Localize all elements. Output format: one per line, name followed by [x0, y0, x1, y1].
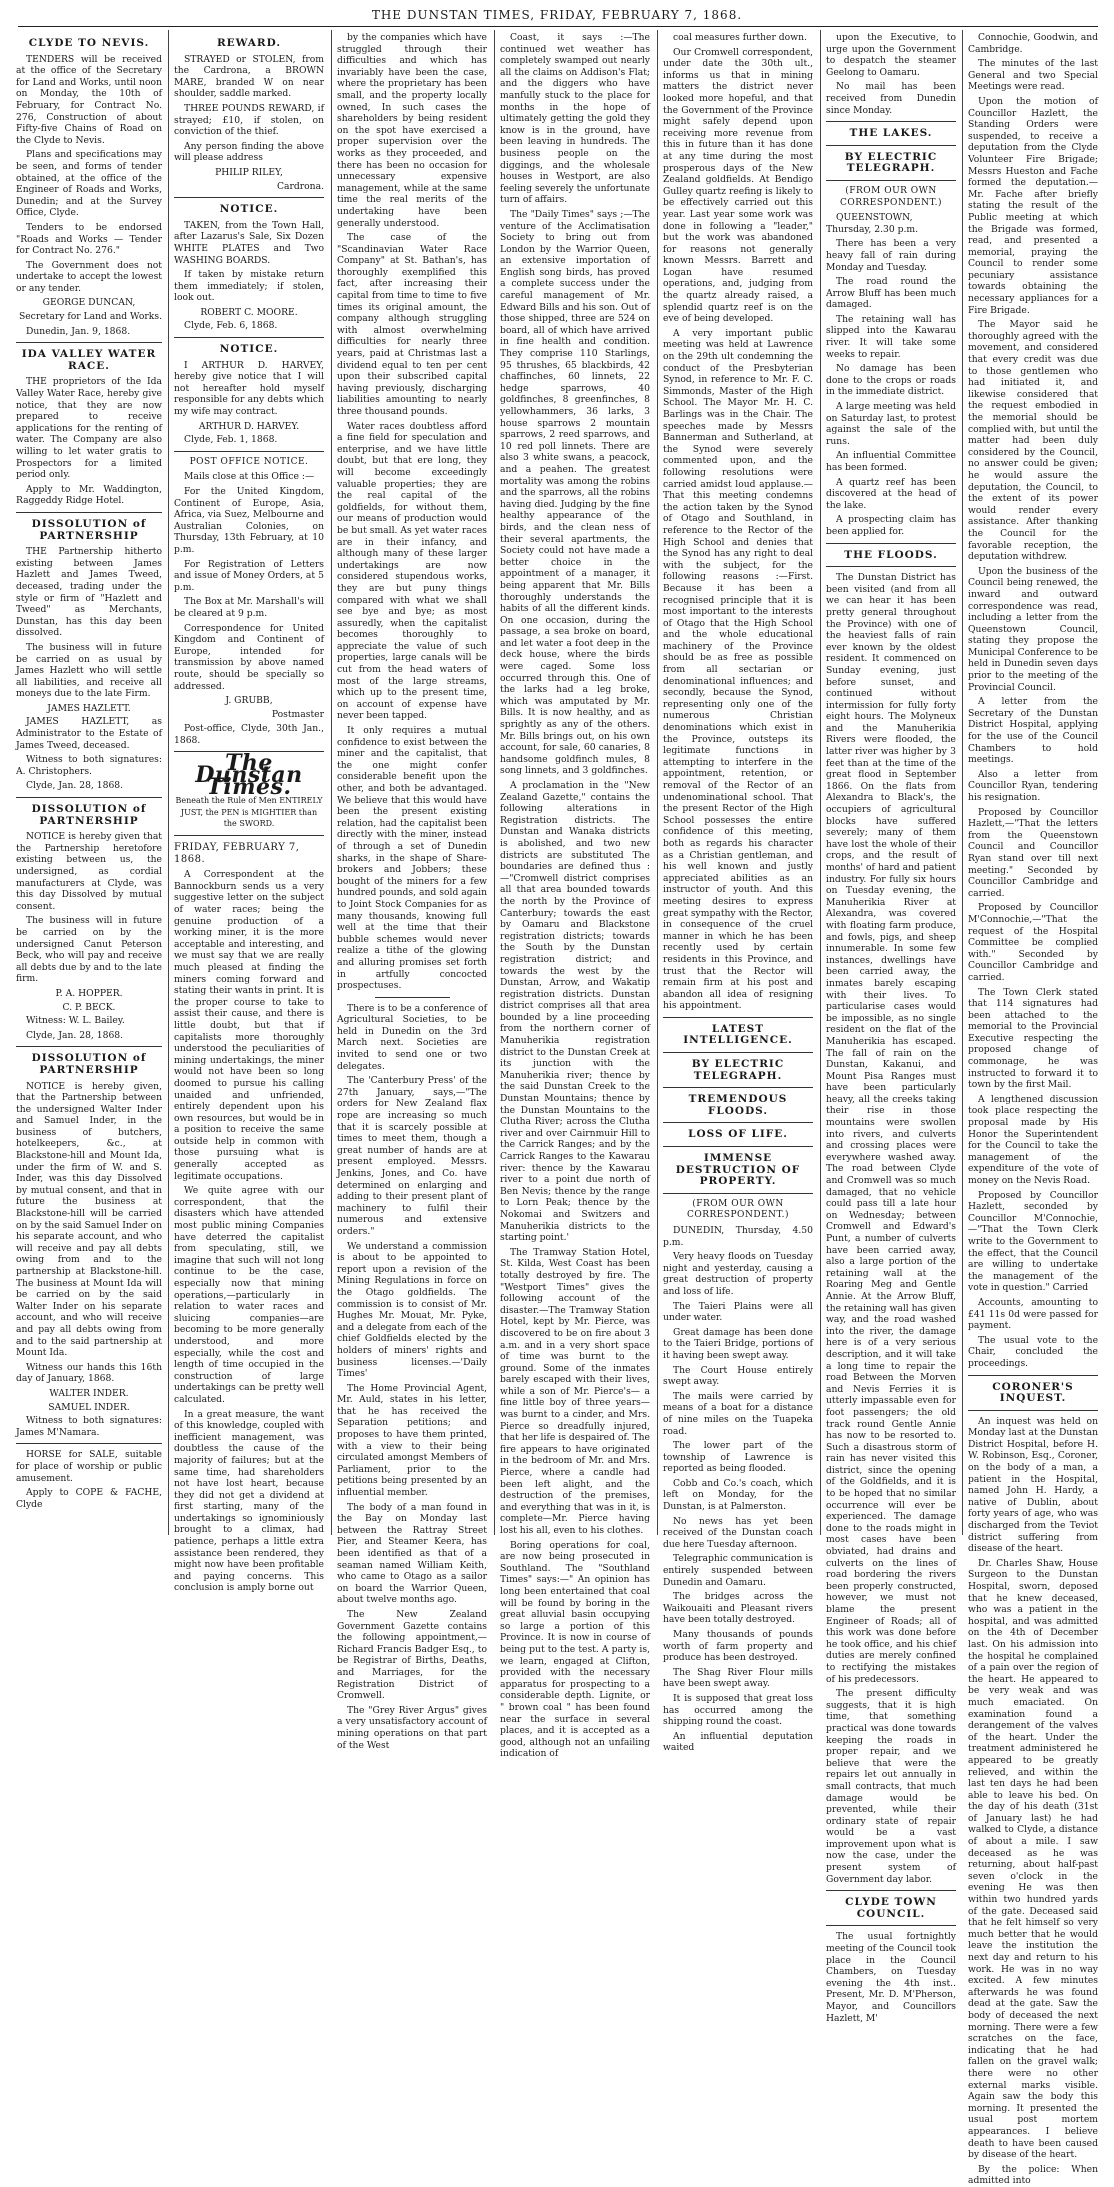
- divider: [663, 1193, 813, 1194]
- divider: [968, 1410, 1098, 1411]
- paragraph: An inquest was held on Monday last at the Dunstan District Hospital, before H. W. Robinson, Esq., Coroner, on the body of a man, a patient in the Hospital, named John H. Hardy, a native of Dublin, about forty years of age, who was discharged from the Teviot district suffering from disease of the heart.: [968, 1415, 1098, 1555]
- header-rule: [18, 26, 1098, 27]
- divider: [174, 337, 324, 338]
- paragraph: Telegraphic communication is entirely suspended between Dunedin and Oamaru.: [663, 1553, 813, 1588]
- paragraph: A proclamation in the "New Zealand Gazette," contains the following alterations in Registration districts. The Dunstan and Wanaka districts is abolished, and two new districts are substituted The boundaries are defined thus :—"Cromwell district comprises all that area bounded towards the north by the Province of Canterbury; towards the east by Oamaru and Blackstone registration districts; towards the South by the Dunstan registration district; and towards the west by the Dunstan, Arrow, and Wakatip registration districts. Dunstan district comprises all that area bounded by a line proceeding from the northern corner of Manuherikia registration district to the Dunstan Creek at its junction with the Manuherikia river; thence by the said Dunstan Creek to the Dunstan Mountains; thence by the Dunstan Mountains to the Clutha River; across the Clutha river and over Cairnmuir Hill to the Carrick Ranges; and by the Carrick Ranges to the Kawarau river: thence by the Kawarau river to a point due north of Ben Nevis; thence by the range to Lorn Peak; thence by the Nokomai and Switzers and Manuherikia districts to the starting point.': [500, 780, 650, 1244]
- divider: [826, 1925, 956, 1926]
- paragraph: Post-office, Clyde, 30th Jan., 1868.: [174, 723, 324, 746]
- signature: WALTER INDER.: [49, 1387, 129, 1399]
- section-heading: BY ELECTRIC TELEGRAPH.: [844, 150, 938, 175]
- divider: [826, 566, 956, 567]
- paragraph: The Government does not undertake to accept the lowest or any tender.: [16, 259, 162, 294]
- section-heading: DISSOLUTION of PARTNERSHIP: [31, 517, 147, 542]
- paragraph: STRAYED or STOLEN, from the Cardrona, a BROWN MARE, branded W on near shoulder, saddle marked.: [174, 53, 324, 100]
- paragraph: The Court House entirely swept away.: [663, 1364, 813, 1388]
- paragraph: For Registration of Letters and issue of Money Orders, at 5 p.m.: [174, 558, 324, 593]
- signature: GEORGE DUNCAN,: [42, 297, 136, 309]
- divider: [174, 451, 324, 452]
- paragraph: A lengthened discussion took place respecting the proposal made by His Honor the Superintendent for the Council to take the management of the expenditure of the vote of money on the Nevis Road.: [968, 1093, 1098, 1186]
- divider: [826, 121, 956, 122]
- column-rule: [494, 30, 495, 1535]
- column-rule: [168, 30, 169, 1535]
- section-heading: DISSOLUTION of PARTNERSHIP: [31, 803, 147, 827]
- paragraph: Upon the motion of Councillor Hazlett, the Standing Orders were suspended, to receive a deputation from the Clyde Volunteer Fire Brigade; Messrs Hueston and Fache formed the deputation.—Mr. Fache after briefly stating the result of the Public meeting at which the Brigade was formed, read, and presented a memorial, praying the Council to render some pecuniary assistance towards obtaining the necessary appliances for a Fire Brigade.: [968, 95, 1098, 316]
- paragraph: The Mayor said he thoroughly agreed with the movement, and considered that every credit was due to those gentlemen who had initiated it, and likewise considered that the request embodied in the memorial should be complied with, but until the matter had been duly considered by the Council, no answer could be given; he would assure the deputation, the Council, to the extent of its power would render every assistance. After thanking the Council for the favorable reception, the deputation withdrew.: [968, 319, 1098, 563]
- paragraph: TENDERS will be received at the office of the Secretary for Land and Works, until noon on Monday, the 10th of February, for Contract No. 276, Construction of about Fifty-five Chains of Road on the Clyde to Nevis.: [16, 53, 162, 146]
- paragraph: The 'Canterbury Press' of the 27th January, says,—"The orders for New Zealand flax rope are increasing so much that it is scarcely possible at times to meet them, though a great number of hands are at present employed. Messrs. Jenkins, Jones, and Co. have determined on enlarging and adding to their present plant of machinery to fulfil their numerous and extensive orders.": [337, 1075, 487, 1237]
- paragraph: Very heavy floods on Tuesday night and yesterday, causing a great destruction of property and loss of life.: [663, 1251, 813, 1297]
- paragraph: A prospecting claim has been applied for.: [826, 514, 956, 537]
- section-heading: REWARD.: [216, 37, 282, 49]
- paragraph: The case of the "Scandinavian Water Race Company" at St. Bathan's, has thoroughly exemplified this fact, after increasing their capital from time to time to five times its original amount, the company although struggling with almost overwhelming difficulties for nearly three years, paid at Christmas last a dividend equal to ten per cent upon their subscribed capital having previously, discharging liabilities amounting to nearly three thousand pounds.: [337, 232, 487, 417]
- paragraph: No news has yet been received of the Dunstan coach due here Tuesday afternoon.: [663, 1515, 813, 1550]
- paragraph: In a great measure, the want of this knowledge, coupled with inefficient management, was doubtless the cause of the majority of failures; but at the same time, had shareholders not have lost heart, because they did not get a dividend at first starting, many of the undertakings so ignominiously brought to a climax, had patience, perhaps a little extra assistance been rendered, they might now have been profitable and paying concerns. This conclusion is amply borne out: [174, 1408, 324, 1594]
- signature: SAMUEL INDER.: [48, 1401, 130, 1413]
- paragraph: Upon the business of the Council being renewed, the inward and outward correspondence was read, including a letter from the Queenstown Council, stating they propose the Municipal Conference to be held in Dunedin seven days prior to the meeting of the Provincial Council.: [968, 565, 1098, 693]
- paragraph: The business will in future be carried on as usual by James Hazlett who will settle all liabilities, and receive all moneys due to the late Firm.: [16, 641, 162, 700]
- paragraph: We understand a commission is about to be appointed to report upon a revision of the Mining Regulations in force on the Otago goldfields. The commission is to consist of Mr. Hughes Mr. Mouat, Mr. Pyke, and a delegate from each of the chief Goldfields elected by the holders of miners' rights and business licenses.—'Daily Times': [337, 1240, 487, 1380]
- column-rule: [657, 30, 658, 1535]
- divider: [663, 1052, 813, 1053]
- paragraph: The lower part of the township of Lawrence is reported as being flooded.: [663, 1440, 813, 1475]
- paragraph: Apply to Mr. Waddington, Raggeddy Ridge Hotel.: [16, 483, 162, 507]
- divider: [16, 1443, 162, 1444]
- paragraph: A quartz reef has been discovered at the head of the lake.: [826, 476, 956, 511]
- column-rule: [331, 30, 332, 1535]
- paragraph: THREE POUNDS REWARD, if strayed; £10, if stolen, on conviction of the thief.: [174, 102, 324, 138]
- divider: [16, 512, 162, 513]
- paragraph: THE proprietors of the Ida Valley Water Race, hereby give notice, that they are now prepared to receive applications for the renting of water. The Company are also willing to let water gratis to Prospectors for a limited period only.: [16, 376, 162, 481]
- column-1: [16, 32, 162, 1532]
- signature-title: Cardrona.: [276, 180, 324, 192]
- paragraph: Witness: W. L. Bailey.: [26, 1015, 125, 1027]
- paragraph: Coast, it says :—The continued wet weather has completely swamped out nearly all the claims on Addison's Flat; and the diggers who have manfully stuck to the place for months in the hope of ultimately getting the gold they know is in the ground, have been leaving in hundreds. The business people on the diggings, and the wholesale houses in Westport, are also feeling severely the unfortunate turn of affairs.: [500, 32, 650, 206]
- column-4: [500, 32, 651, 1760]
- divider: [826, 145, 956, 146]
- signature: C. P. BECK.: [62, 1001, 116, 1013]
- section-heading: NOTICE.: [219, 343, 279, 356]
- section-heading: TREMENDOUS FLOODS.: [688, 1093, 788, 1117]
- section-heading: THE LAKES.: [849, 127, 933, 140]
- section-heading: THE FLOODS.: [844, 548, 938, 561]
- subheading: (FROM OUR OWN CORRESPONDENT.): [839, 185, 943, 208]
- column-5: [663, 32, 813, 1754]
- paragraph: The Home Provincial Agent, Mr. Auld, states in his letter, that he has received the Separation petitions; and proposes to have them printed, with a view to their being circulated amongst Members of Parliament, prior to the petitions being presented by an influential member.: [337, 1382, 487, 1499]
- paragraph: JAMES HAZLETT, as Administrator to the Estate of James Tweed, deceased.: [16, 716, 162, 751]
- paragraph: A Correspondent at the Bannockburn sends us a very suggestive letter on the subject of water races; being the genuine production of a working miner, it is the more acceptable and interesting, and we must say that we are really much pleased at finding the miners coming forward and stating their wants in print. It is the proper course to take to assist their cause, and there is little doubt, but that if capitalists more thoroughly understood the peculiarities of mining undertakings, the miner would not have been so long doomed to pursue his calling unaided and unfriended, entirely dependent upon his own resources, but would be in a position to receive the same outside help in common with those pursuing what is generally accepted as legitimate occupations.: [174, 869, 324, 1182]
- column-rule: [962, 30, 963, 1535]
- section-heading: CLYDE TO NEVIS.: [28, 37, 150, 49]
- paragraph: HORSE for SALE, suitable for place of worship or public amusement.: [16, 1449, 162, 1484]
- divider: [16, 342, 162, 343]
- divider: [375, 997, 450, 998]
- paragraph: The "Grey River Argus" gives a very unsatisfactory account of mining operations on that part of the West: [337, 1704, 487, 1751]
- paragraph: Clyde, Feb. 1, 1868.: [184, 434, 278, 446]
- paragraph: We quite agree with our correspondent, that the disasters which have attended most public mining Companies have deterred the capitalist from speculating, still, we imagine that such will not long continue to be the case, especially now that mining operations,—particularly in relation to water races and sluicing companies—are becoming to be more generally understood, and more especially, while the cost and length of time occupied in the construction of large undertakings can be pretty well calculated.: [174, 1185, 324, 1405]
- section-heading: LOSS OF LIFE.: [688, 1128, 788, 1141]
- paragraph: The usual fortnightly meeting of the Council took place in the Council Chambers, on Tuesday evening the 4th inst.. Present, Mr. D. M'Pherson, Mayor, and Councillors Hazlett, M': [826, 1931, 956, 2024]
- divider: [663, 1122, 813, 1123]
- paragraph: by the companies which have struggled through their difficulties and which has invariably have been the case, where the proprietary has been small, and the property locally owned, In such cases the shareholders by being resident on the spot have exercised a proper supervision over the works as they proceeded, and there has been no occasion for unnecessary expensive management, while at the same time the real merits of the undertaking have been generally understood.: [337, 32, 487, 229]
- signature-title: Secretary for Land and Works.: [18, 311, 162, 323]
- paragraph: NOTICE is hereby given, that the Partnership between the undersigned Walter Inder and Samuel Inder, in the business of butchers, hotelkeepers, &c., at Blackstone-hill and Mount Ida, under the firm of W. and S. Inder, was this day Dissolved by mutual consent, and that in future the business at Blackstone-hill will be carried on by the said Samuel Inder on his separate account, and who will receive and pay all debts owing from and to the partnership at Blackstone-hill. The business at Mount Ida will be carried on by the said Walter Inder on his separate account, and who will receive and pay all debts owing from and to the said partnership at Mount Ida.: [16, 1080, 162, 1359]
- column-6: [826, 32, 957, 2024]
- section-heading: NOTICE.: [219, 203, 279, 216]
- divider: [16, 797, 162, 798]
- section-heading: BY ELECTRIC TELEGRAPH.: [691, 1058, 785, 1082]
- paragraph: The bridges across the Waikouaiti and Pleasant rivers have been totally destroyed.: [663, 1591, 813, 1626]
- paragraph: A letter from the Secretary of the Dunstan District Hospital, applying for the use of the Council Chambers to hold meetings.: [968, 696, 1098, 766]
- paragraph: DUNEDIN, Thursday, 4.50 p.m.: [663, 1225, 813, 1248]
- signature: PHILIP RILEY,: [215, 166, 283, 178]
- paragraph: The retaining wall has slipped into the Kawarau river. It will take some weeks to repair.: [826, 313, 956, 360]
- paragraph: No damage has been done to the crops or roads in the immediate district.: [826, 363, 956, 398]
- paragraph: The Taieri Plains were all under water.: [663, 1300, 813, 1324]
- paragraph: An influential Committee has been formed.: [826, 450, 956, 473]
- paragraph: There has been a very heavy fall of rain during Monday and Tuesday.: [826, 238, 956, 273]
- paragraph: Clyde, Feb. 6, 1868.: [184, 320, 278, 332]
- section-heading: IMMENSE DESTRUCTION OF PROPERTY.: [675, 1152, 801, 1188]
- paragraph: Any person finding the above will please address: [174, 140, 324, 164]
- paragraph: If taken by mistake return them immediately; if stolen, look out.: [174, 269, 324, 304]
- paragraph: An influential deputation waited: [663, 1730, 813, 1754]
- paragraph: Accounts, amounting to £41 11s 0d were passed for payment.: [968, 1296, 1098, 1332]
- signature: P. A. HOPPER.: [55, 987, 123, 999]
- paragraph: It only requires a mutual confidence to exist between the miner and the capitalist, that the one might confer considerable benefit upon the other, and both be advantaged. We believe that this would have been the present existing relation, had the capitalist been directly with the miner, instead of through a set of Dunedin sharks, in the shape of Share-brokers and Jobbers; these bought of the miners for a few hundred pounds, and sold again to Joint Stock Companies for as many thousands, knowing full well at the time that their bubble schemes would never realize a tithe of the glowing and alluring promises set forth in artfully concocted prospectuses.: [337, 725, 487, 992]
- paragraph: The business will in future be carried on by the undersigned Canut Peterson Beck, who will pay and receive all debts due by and to the late firm.: [16, 915, 162, 985]
- column-2: [174, 32, 324, 1594]
- paragraph: Proposed by Councillor M'Connochie,—"That the request of the Hospital Committee be complied with." Seconded by Councillor Cambridge and carried.: [968, 902, 1098, 983]
- paragraph: Water races doubtless afford a fine field for speculation and enterprise, and we have little doubt, but that ere long, they will become exceedingly valuable properties; they are the real capital of the goldfields, for without them, our means of production would be but small. As yet water races are in their infancy, and although many of these larger undertakings are now considered stupendous works, they are but puny things compared with what we shall see bye and bye; as most assuredly, when the capitalist becomes thoroughly to appreciate the value of such properties, large canals will be cut from the head waters of most of the large streams, which up to the present time, on account of expense have never been tapped.: [337, 420, 487, 722]
- paragraph: Correspondence for United Kingdom and Continent of Europe, intended for transmission by above named route, should be specially so addressed.: [174, 622, 324, 692]
- divider: [174, 835, 324, 836]
- section-heading: CLYDE TOWN COUNCIL.: [845, 1896, 937, 1920]
- paragraph: I ARTHUR D. HARVEY, hereby give notice that I will not hereafter hold myself responsible for any debts which my wife may contract.: [174, 359, 324, 418]
- paragraph: It is supposed that great loss has occurred among the shipping round the coast.: [663, 1692, 813, 1728]
- paragraph: Boring operations for coal, are now being prosecuted in Southland. The "Southland Times" says:—" An opinion has long been entertained that coal will be found by boring in the great alluvial basin occupying so large a portion of this Province. It is now in course of being put to the test. A party is, we learn, engaged at Clifton, provided with the necessary apparatus for prospecting to a considerable depth. Lignite, or " brown coal " has been found near the surface in several places, and it is accepted as a good, although not an unfailing indication of: [500, 1539, 650, 1760]
- divider: [968, 1375, 1098, 1376]
- subheading: (FROM OUR OWN CORRESPONDENT.): [686, 1198, 790, 1221]
- divider: [663, 1017, 813, 1018]
- paragraph: A very important public meeting was held at Lawrence on the 29th ult condemning the conduct of the Presbyterian Synod, in reference to Mr. F. C. Simmonds, Master of the High School. The Mayor Mr. H. C. Barlings was in the Chair. The speeches made by Messrs Bannerman and Sutherland, at the Synod were severely commented upon, and the following resolutions were carried amidst loud applause.—That this meeting condemns the action taken by the Synod of Otago and Southland, in reference to the Rector of the High School and denies that the Synod has any right to deal with the subject, for the following reasons :—First. Because it has been a recognised principle that it is most important to the interests of Otago that the High School and the whole educational machinery of the Province should be as free as possible from all sectarian or denominational influences; and secondly, because the Synod, representing only one of the numerous Christian denominations which exist in the Province, outsteps its legitimate functions in attempting to interfere in the appointment, retention, or removal of the Rector of an undenominational school. That the present Rector of the High School possesses the entire confidence of this meeting, both as regards his character as a Christian gentleman, and his well known and justly appreciated abilities as an instructor of youth. And this meeting desires to express great sympathy with the Rector, in consequence of the cruel manner in which he has been recently used by certain residents in this Province, and trust that the Rector will remain firm at his post and abandon all idea of resigning his appointment.: [663, 327, 813, 1012]
- paragraph: The body of a man found in the Bay on Monday last between the Rattray Street Pier, and Steamer Keera, has been identified as that of a seaman named William Keith, who came to Otago as a sailor on board the Warrior Queen, about twelve months ago.: [337, 1501, 487, 1606]
- paragraph: The New Zealand Government Gazette contains the following appointment,—Richard Francis Badger Esq., to be Registrar of Births, Deaths, and Marriages, for the Registration District of Cromwell.: [337, 1608, 487, 1702]
- divider: [174, 197, 324, 198]
- paragraph: The Town Clerk stated that 114 signatures had been attached to the memorial to the Provincial Executive respecting the proposed change of commonage, he was instructed to forward it to town by the first Mail.: [968, 986, 1098, 1091]
- paragraph: Cobb and Co.'s coach, which left on Monday, for the Dunstan, is at Palmerston.: [663, 1477, 813, 1513]
- paragraph: A large meeting was held on Saturday last, to protest against the sale of the runs.: [826, 401, 956, 447]
- paragraph: THE Partnership hitherto existing between James Hazlett and James Tweed, deceased, trading under the style or firm of "Hazlett and Tweed" as Merchants, Dunstan, has this day been dissolved.: [16, 546, 162, 639]
- section-heading: DISSOLUTION of PARTNERSHIP: [31, 1052, 147, 1076]
- paragraph: The mails were carried by means of a boat for a distance of nine miles on the Tuapeka road.: [663, 1390, 813, 1437]
- paragraph: The Box at Mr. Marshall's will be cleared at 9 p.m.: [174, 596, 324, 619]
- paragraph: Clyde, Jan. 28, 1868.: [26, 780, 124, 792]
- paragraph: upon the Executive, to urge upon the Government to despatch the steamer Geelong to Oamaru.: [826, 32, 956, 78]
- signature: ARTHUR D. HARVEY.: [198, 420, 300, 432]
- masthead-motto: Beneath the Rule of Men ENTIRELY JUST, the PEN is MIGHTIER than the SWORD.: [175, 796, 323, 829]
- paragraph: Our Cromwell correspondent, under date the 30th ult., informs us that in mining matters the district never looked more hopeful, and that the Government of the Province might safely depend upon receiving more revenue from this in future than it has done at any time during the most prosperous days of the New Zealand goldfields. At Bendigo Gulley quartz reefing is likely to be effectively carried out this year. Last year some work was done in following a "leader," but the work was abandoned for reasons not generally known Messrs. Barrett and Logan have resumed operations, and, judging from the quartz already raised, a splendid quartz reef is on the eve of being developed.: [663, 46, 813, 325]
- column-rule: [820, 30, 821, 1535]
- section-heading: CORONER'S INQUEST.: [992, 1380, 1074, 1405]
- editorial-dateline: FRIDAY, FEBRUARY 7, 1868.: [174, 842, 300, 865]
- paragraph: The present difficulty suggests, that it is high time, that something practical was done towards keeping the roads in proper repair, and we believe that were the repairs let out annually in small contracts, that much damage would be prevented, while their ordinary state of repair would be a vast improvement upon what is now the case, under the present system of Government day labor.: [826, 1688, 956, 1885]
- paragraph: Dr. Charles Shaw, House Surgeon to the Dunstan Hospital, sworn, deposed that he knew deceased, who was a patient in the hospital, and was admitted on the 4th of December last. On his admission into the hospital he complained of a pain over the region of the heart. He appeared to be very weak and was much emaciated. On examination found a derangement of the valves of the heart. Under the treatment administered he appeared to be greatly relieved, and within the last ten days he had been able to leave his bed. On the day of his death (31st of January last) he had walked to Clyde, a distance of about a mile. I saw deceased as he was returning, about half-past seven o'clock in the evening He was then within two hundred yards of the gate. Deceased said that he felt himself so very much better that he would leave the institution the next day and return to his work. He was in no way excited. A few minutes afterwards he was found dead at the gate. Saw the body of deceased the next morning. There were a few scratches on the face, indicating that he had fallen on the gravel walk; there were no other external marks visible. Again saw the body this morning. It presented the usual post mortem appearances. I believe death to have been caused by disease of the heart.: [968, 1557, 1098, 2161]
- paragraph: NOTICE is hereby given that the Partnership heretofore existing between us, the undersigned, as cordial manufacturers at Clyde, was this day Dissolved by mutual consent.: [16, 831, 162, 912]
- signature-title: Postmaster: [271, 708, 324, 720]
- paragraph: Connochie, Goodwin, and Cambridge.: [968, 32, 1098, 55]
- subheading: POST OFFICE NOTICE.: [189, 456, 309, 467]
- paragraph: TAKEN, from the Town Hall, after Lazarus's Sale, Six Dozen WHITE PLATES and Two WASHING BOARDS.: [174, 219, 324, 266]
- paragraph: The Dunstan District has been visited (and from all we can hear it has been pretty general throughout the Province) with one of the heaviest falls of rain ever known by the oldest resident. It commenced on Sunday evening, just before sunset, and continued without intermission for fully forty eight hours. The Molyneux and the Manuherikia Rivers were flooded, the latter river was higher by 3 feet than at the time of the great flood in September 1866. On the flats from Alexandra to Black's, the occupiers of agricultural blocks have suffered severely; many of them have lost the whole of their crops, and the result of months' of hard and patient industry. For fully six hours on Tuesday evening, the Manuherikia River at Alexandra, was covered with floating farm produce, and fowls, pigs, and sheep innumerable. In some few instances, dwellings have been carried away, the inmates barely escaping with their lives. To particularise cases would be impossible, as no single resident on the flat of the Manuherikia has escaped. The fall of rain on the Dunstan, Kakanui, and Mount Pisa Ranges must have been particularly heavy, all the creeks taking their rise in those mountains were swollen into rivers, and culverts and crossing places were everywhere washed away. The road between Clyde and Cromwell was so much damaged, that no vehicle could pass till a late hour on Wednesday; between Cromwell and Edward's Punt, a number of culverts have been carried away, also a large portion of the retaining wall at the Roaring Meg and Gentle Annie. At the Arrow Bluff, the retaining wall has given way, and the road washed into the river, the damage here is of a very serious description, and it will take a long time to repair the road Between the Morven and Nevis Ferries it is utterly impassable even for foot passengers; the old track round Gentle Annie has now to be resorted to. Such a disastrous storm of rain has never visited this district, since the opening of the Goldfields, and it is to be hoped that no similar occurrence will ever be experienced. The damage done to the roads might in most cases have been obviated, had drains and culverts on the lines of road bordering the rivers been properly constructed, however, we must not blame the present Engineer of Roads; all of this work was done before he took office, and his chief duties are merely confined to rectifying the mistakes of his predecessors.: [826, 572, 957, 1685]
- paragraph: The usual vote to the Chair, concluded the proceedings.: [968, 1334, 1098, 1369]
- paragraph: No mail has been received from Dunedin since Monday.: [826, 81, 956, 116]
- section-heading: LATEST INTELLIGENCE.: [683, 1022, 793, 1047]
- paragraph: QUEENSTOWN, Thursday, 2.30 p.m.: [826, 212, 919, 235]
- paragraph: Tenders to be endorsed "Roads and Works — Tender for Contract No. 276.": [16, 221, 162, 257]
- paragraph: The Tramway Station Hotel, St. Kilda, West Coast has been totally destroyed by fire. The "Westport Times" gives the following account of the disaster.—The Tramway Station Hotel, kept by Mr. Pierce, was discovered to be on fire about 3 a.m. and in a very short space of time was burnt to the ground. Some of the inmates barely escaped with their lives, while a son of Mr. Pierce's— a fine little boy of three years—was burnt to a cinder, and Mrs. Pierce so dreadfully injured, that her life is despaired of. The fire appears to have originated in the bedroom of Mr. and Mrs. Pierce, where a candle had been left alight, and the destruction of the premises, and everything that was in it, is complete—Mr. Pierce having lost his all, even to his clothes.: [500, 1246, 650, 1536]
- paragraph: coal measures further down.: [673, 32, 807, 43]
- paragraph: The road round the Arrow Bluff has been much damaged.: [826, 276, 956, 311]
- paragraph: Mails close at this Office :—: [184, 471, 315, 483]
- paragraph: Many thousands of pounds worth of farm property and produce has been destroyed.: [663, 1629, 813, 1664]
- masthead-title: The Dunstan Times.: [195, 750, 303, 800]
- paragraph: Also a letter from Councillor Ryan, tendering his resignation.: [968, 768, 1098, 803]
- divider: [663, 1146, 813, 1147]
- paragraph: Apply to COPE & FACHE, Clyde: [16, 1487, 162, 1510]
- divider: [826, 543, 956, 544]
- paragraph: Plans and specifications may be seen, and forms of tender obtained, at the office of the Engineer of Roads and Works, Dunedin; and at the Survey Office, Clyde.: [16, 149, 162, 219]
- paragraph: Proposed by Councillor Hazlett, seconded by Councillor M'Connochie,—"That the Town Clerk write to the Government to the effect, that the Council are willing to undertake the management of the vote in question." Carried: [968, 1189, 1098, 1294]
- signature: ROBERT C. MOORE.: [200, 306, 298, 318]
- paragraph: The Shag River Flour mills have been swept away.: [663, 1666, 813, 1690]
- column-7: [968, 32, 1098, 2187]
- divider: [826, 1890, 956, 1891]
- paragraph: The "Daily Times" says ;—The venture of the Acclimatisation Society to bring out from London by the Warrior Queen, an extensive importation of English song birds, has proved a complete success under the careful management of Mr. Edward Bills and his son. Out of those shipped, three are 524 on board, all of which have arrived in fine health and condition. They comprise 110 Starlings, 95 thrushes, 65 blackbirds, 42 chaffinches, 60 linnets, 22 hedge sparrows, 40 goldfinches, 8 greenfinches, 8 yellowhammers, 36 larks, 3 house sparrows 2 mountain sparrows, 2 reed sparrows, and 10 red poll linnets. There are also 3 white swans, a peacock, and a peahen. The greatest mortality was among the robins and the sparrows, all the robins having died. Judging by the fine healthy appearance of the birds, and the clean ness of their several apartments, the Society could not have made a better choice in the appointment of a manager, it being apparent that Mr. Bills thoroughly understands the habits of all the different kinds. On one occasion, during the passage, a sea broke on board, and let water a foot deep in the deck house, where the birds were caged. Some loss occurred through this. One of the larks had a leg broke, which was amputated by Mr. Bills. It is now healthy, and as sprightly as any of the others. Mr. Bills brings out, on his own account, for sale, 60 canaries, 8 handsome goldfinch mules, 8 song linnets, and 3 goldfinches.: [500, 208, 651, 777]
- section-heading: IDA VALLEY WATER RACE.: [21, 348, 157, 372]
- paragraph: There is to be a conference of Agricultural Societies, to be held in Dunedin on the 3rd March next. Societies are invited to send one or two delegates.: [337, 1002, 487, 1072]
- signature: JAMES HAZLETT.: [47, 702, 131, 714]
- paragraph: Clyde, Jan. 28, 1868.: [26, 1029, 124, 1041]
- column-3: [337, 32, 487, 1751]
- page-header: THE DUNSTAN TIMES, FRIDAY, FEBRUARY 7, 1868.: [371, 8, 743, 22]
- paragraph: By the police: When admitted into: [968, 2163, 1098, 2187]
- paragraph: Witness to both signatures: James M'Namara.: [16, 1415, 162, 1438]
- paragraph: Great damage has been done to the Taieri Bridge, portions of it having been swept away.: [663, 1326, 813, 1361]
- divider: [826, 180, 956, 181]
- paragraph: Witness our hands this 16th day of January, 1868.: [16, 1361, 162, 1385]
- paragraph: For the United Kingdom, Continent of Europe, Asia, Africa, via Suez, Melbourne and Australian Colonies, on Thursday, 13th February, at 10 p.m.: [174, 486, 324, 555]
- paragraph: Proposed by Councillor Hazlett,—"That the letters from the Queenstown Council and Councillor Ryan stand over till next meeting." Seconded by Councillor Cambridge and carried.: [968, 806, 1098, 899]
- paragraph: Witness to both signatures: A. Christophers.: [16, 754, 162, 777]
- divider: [663, 1087, 813, 1088]
- divider: [16, 1046, 162, 1047]
- paragraph: Dunedin, Jan. 9, 1868.: [26, 325, 131, 337]
- signature: J. GRUBB,: [225, 695, 273, 707]
- paragraph: The minutes of the last General and two Special Meetings were read.: [968, 58, 1098, 93]
